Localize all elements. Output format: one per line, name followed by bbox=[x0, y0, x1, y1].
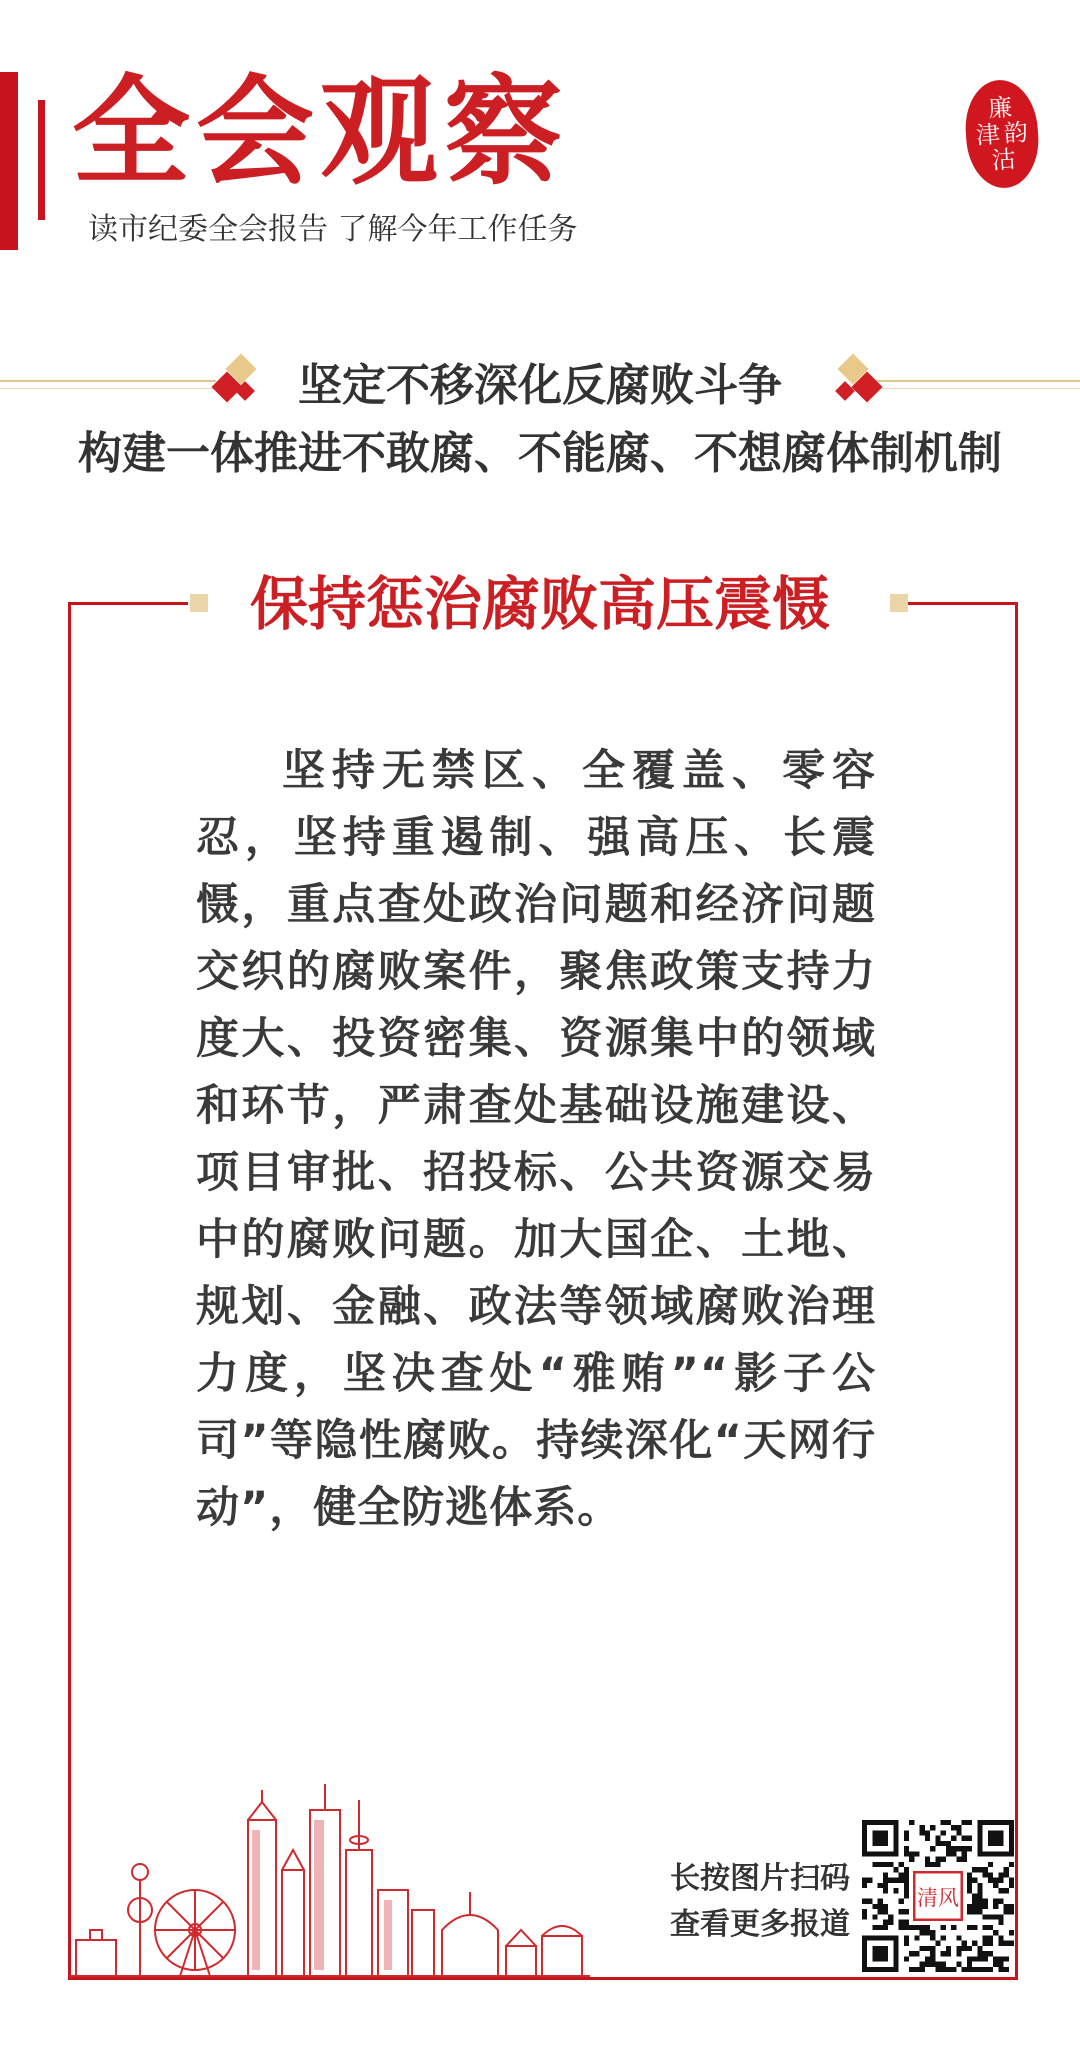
qr-center-label: 清风 bbox=[917, 1885, 959, 1910]
banner-headline: 坚定不移深化反腐败斗争 bbox=[298, 360, 782, 411]
qr-caption-line1: 长按图片扫码 bbox=[670, 1861, 850, 1896]
title-square-left-icon bbox=[190, 594, 208, 612]
page-title: 全会观察 bbox=[72, 62, 569, 201]
frame-top-left bbox=[68, 602, 188, 605]
section-body: 坚持无禁区、全覆盖、零容忍，坚持重遏制、强高压、长震慑，重点查处政治问题和经济问题交织的腐败案件，聚焦政策支持力度大、投资密集、资源集中的领域和环节，严肃查处基础设施建设、项目审批、招投标、公共资源交易中的腐败问题。加大国企、土地、规划、金融、政法等领域腐败治理力度，坚决查处“雅贿”“影子公司”等隐性腐败。持续深化“天网行动”，健全防逃体系。 bbox=[196, 746, 876, 1533]
seal-char: 沽 bbox=[990, 145, 1017, 175]
seal-char: 韵 bbox=[1003, 118, 1029, 148]
page-subtitle: 读市纪委全会报告 了解今年工作任务 bbox=[88, 212, 578, 247]
banner-subheadline: 构建一体推进不敢腐、不能腐、不想腐体制机制 bbox=[78, 428, 1002, 479]
skyline-illustration-icon bbox=[70, 1780, 590, 1980]
frame-left bbox=[68, 602, 71, 1980]
seal-char: 津 bbox=[975, 120, 1001, 150]
frame-top-right bbox=[908, 602, 1018, 605]
seal-char: 廉 bbox=[987, 93, 1014, 123]
header-accent-bar bbox=[0, 72, 18, 250]
qr-caption-line2: 查看更多报道 bbox=[670, 1907, 850, 1942]
title-square-right-icon bbox=[890, 594, 908, 612]
frame-right bbox=[1015, 602, 1018, 1980]
qr-caption bbox=[620, 1856, 850, 1948]
qr-code[interactable] bbox=[862, 1820, 1014, 1972]
section-title: 保持惩治腐败高压震慑 bbox=[249, 570, 830, 638]
header-accent-bar-thin bbox=[38, 100, 45, 220]
seal-logo bbox=[962, 78, 1041, 191]
